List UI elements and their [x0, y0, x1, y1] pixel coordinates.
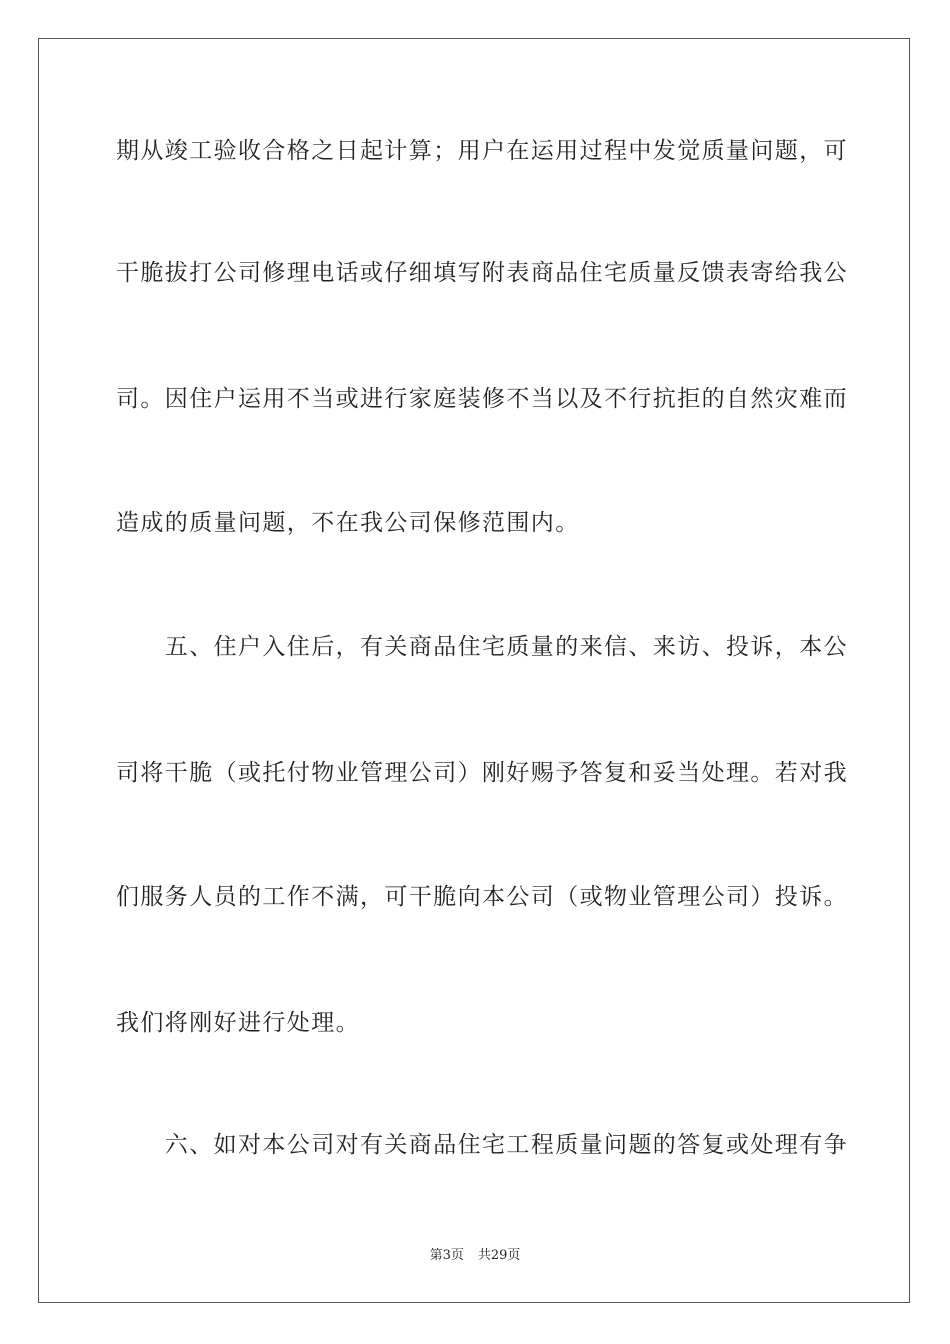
paragraph-line: 司将干脆（或托付物业管理公司）刚好赐予答复和妥当处理。若对我	[116, 760, 848, 786]
paragraph-line: 期从竣工验收合格之日起计算；用户在运用过程中发觉质量问题，可	[116, 138, 848, 164]
page-border	[38, 38, 910, 1303]
paragraph-line: 造成的质量问题，不在我公司保修范围内。	[116, 510, 580, 536]
page-total: 共29页	[477, 1248, 521, 1263]
paragraph-line: 五、住户入住后，有关商品住宅质量的来信、来访、投诉，本公	[116, 634, 848, 660]
paragraph-line: 们服务人员的工作不满，可干脆向本公司（或物业管理公司）投诉。	[116, 884, 848, 910]
page-number: 第3页	[429, 1248, 464, 1263]
paragraph-line: 司。因住户运用不当或进行家庭装修不当以及不行抗拒的自然灾难而	[116, 386, 848, 412]
paragraph-line: 我们将刚好进行处理。	[116, 1010, 360, 1036]
paragraph-line: 干脆拔打公司修理电话或仔细填写附表商品住宅质量反馈表寄给我公	[116, 260, 848, 286]
paragraph-line: 六、如对本公司对有关商品住宅工程质量问题的答复或处理有争	[116, 1132, 848, 1158]
page-footer	[0, 1247, 950, 1265]
